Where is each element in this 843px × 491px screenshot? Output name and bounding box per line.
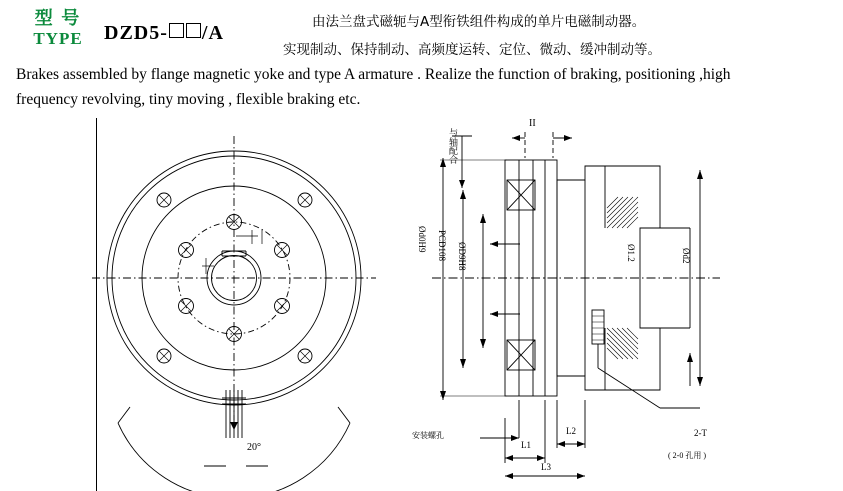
model-code-blank-2 [186, 23, 201, 38]
section-label-2t: 2-T [694, 428, 707, 438]
model-code-suffix: /A [201, 22, 224, 44]
front-view-angle-label: 20° [247, 442, 261, 453]
section-view-group [432, 132, 720, 479]
section-label-hole-note: ( 2-0 孔用 ) [668, 451, 706, 460]
description-en-line-2: frequency revolving, tiny moving , flexible braking etc. [16, 91, 361, 108]
section-label-top-center: II [529, 118, 536, 129]
section-label-shaft-fit: 与轴配合 [448, 128, 458, 164]
section-label-right-small: Ød2 [681, 248, 691, 264]
model-code-prefix: DZD5- [104, 22, 168, 44]
section-label-pcd: PCD108 [437, 230, 447, 262]
model-code [104, 22, 224, 45]
section-dim-l3: L3 [541, 462, 551, 472]
front-view-group [92, 136, 376, 491]
header [0, 0, 843, 118]
description-cn-line-2: 实现制动、保持制动、高频度运转、定位、微动、缓冲制动等。 [283, 42, 661, 58]
description-en-line-1: Brakes assembled by flange magnetic yoke and type A armature . Realize the function of braking, positioning ,high [16, 66, 731, 83]
section-dim-l1: L1 [521, 440, 531, 450]
description-cn-line-1: 由法兰盘式磁轭与A型衔铁组件构成的单片电磁制动器。 [312, 14, 646, 30]
section-label-right-vert: Ø1.2 [626, 244, 636, 262]
type-label-en: TYPE [33, 28, 83, 48]
section-label-mounting-hole: 安装螺孔 [412, 431, 444, 440]
model-code-blank-1 [169, 23, 184, 38]
section-dim-l2: L2 [566, 426, 576, 436]
section-label-outer-diameter: Ød0H9 [417, 226, 427, 253]
type-label [18, 8, 98, 48]
technical-drawing [0, 118, 843, 491]
section-label-bore: ØD9H8 [457, 242, 467, 271]
type-label-cn: 型 号 [34, 8, 82, 28]
